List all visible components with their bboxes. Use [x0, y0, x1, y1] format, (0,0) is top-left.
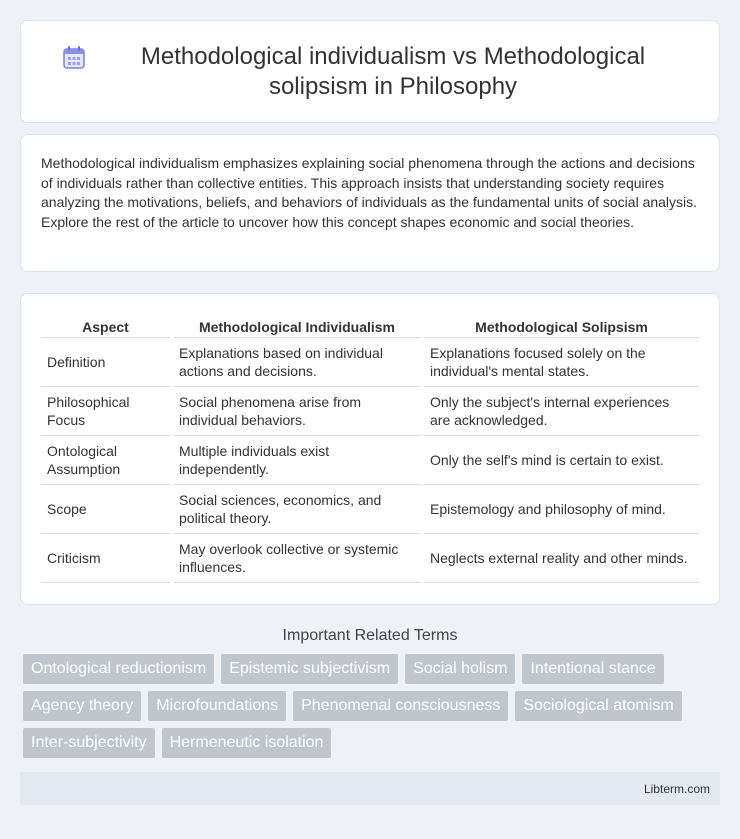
table-cell: Only the self's mind is certain to exist. — [424, 436, 699, 485]
related-term-tag[interactable]: Sociological atomism — [515, 691, 681, 721]
related-term-tag[interactable]: Hermeneutic isolation — [162, 728, 332, 758]
related-term-tag[interactable]: Microfoundations — [148, 691, 286, 721]
calendar-icon — [61, 44, 87, 70]
related-term-tag[interactable]: Epistemic subjectivism — [221, 654, 398, 684]
table-cell: May overlook collective or systemic influences. — [173, 534, 421, 583]
table-cell: Ontological Assumption — [41, 436, 170, 485]
table-row — [41, 485, 699, 534]
comparison-table — [38, 314, 702, 583]
table-cell: Philosophical Focus — [41, 387, 170, 436]
table-row — [41, 436, 699, 485]
related-terms-section — [20, 627, 720, 758]
related-terms-heading: Important Related Terms — [282, 627, 458, 644]
related-term-tag[interactable]: Agency theory — [23, 691, 141, 721]
table-cell: Explanations based on individual actions and decisions. — [173, 338, 421, 387]
table-cell: Epistemology and philosophy of mind. — [424, 485, 699, 534]
table-row — [41, 338, 699, 387]
table-cell: Scope — [41, 485, 170, 534]
column-header: Methodological Individualism — [173, 314, 421, 338]
table-cell: Definition — [41, 338, 170, 387]
related-term-tag[interactable]: Intentional stance — [522, 654, 663, 684]
table-row — [41, 534, 699, 583]
table-cell: Explanations focused solely on the individual's mental states. — [424, 338, 699, 387]
table-cell: Criticism — [41, 534, 170, 583]
column-header: Methodological Solipsism — [424, 314, 699, 338]
table-header-row — [41, 314, 699, 338]
table-cell: Neglects external reality and other minds. — [424, 534, 699, 583]
column-header: Aspect — [41, 314, 170, 338]
table-cell: Social phenomena arise from individual behaviors. — [173, 387, 421, 436]
table-cell: Only the subject's internal experiences are acknowledged. — [424, 387, 699, 436]
page-title: Methodological individualism vs Methodological solipsism in Philosophy — [140, 42, 646, 100]
comparison-card — [20, 293, 720, 605]
table-cell: Social sciences, economics, and political theory. — [173, 485, 421, 534]
footer-site-link[interactable]: Libterm.com — [643, 781, 710, 796]
table-cell: Multiple individuals exist independently. — [173, 436, 421, 485]
related-term-tag[interactable]: Social holism — [405, 654, 515, 684]
footer — [20, 772, 720, 805]
table-row — [41, 387, 699, 436]
intro-text: Methodological individualism emphasizes explaining social phenomena through the actions and decisions of individuals rather than collective entities. This approach insists that understanding society requires analyzing the motivations, beliefs, and behaviors of individuals as the fundamental units of social analysis. Explore the rest of the article to uncover how this concept shapes economic and social theories. — [41, 155, 698, 230]
intro-card — [20, 134, 720, 272]
related-term-tag[interactable]: Ontological reductionism — [23, 654, 214, 684]
related-term-tag[interactable]: Inter-subjectivity — [23, 728, 155, 758]
related-terms-list — [20, 654, 720, 758]
related-term-tag[interactable]: Phenomenal consciousness — [293, 691, 508, 721]
title-card — [20, 20, 720, 123]
